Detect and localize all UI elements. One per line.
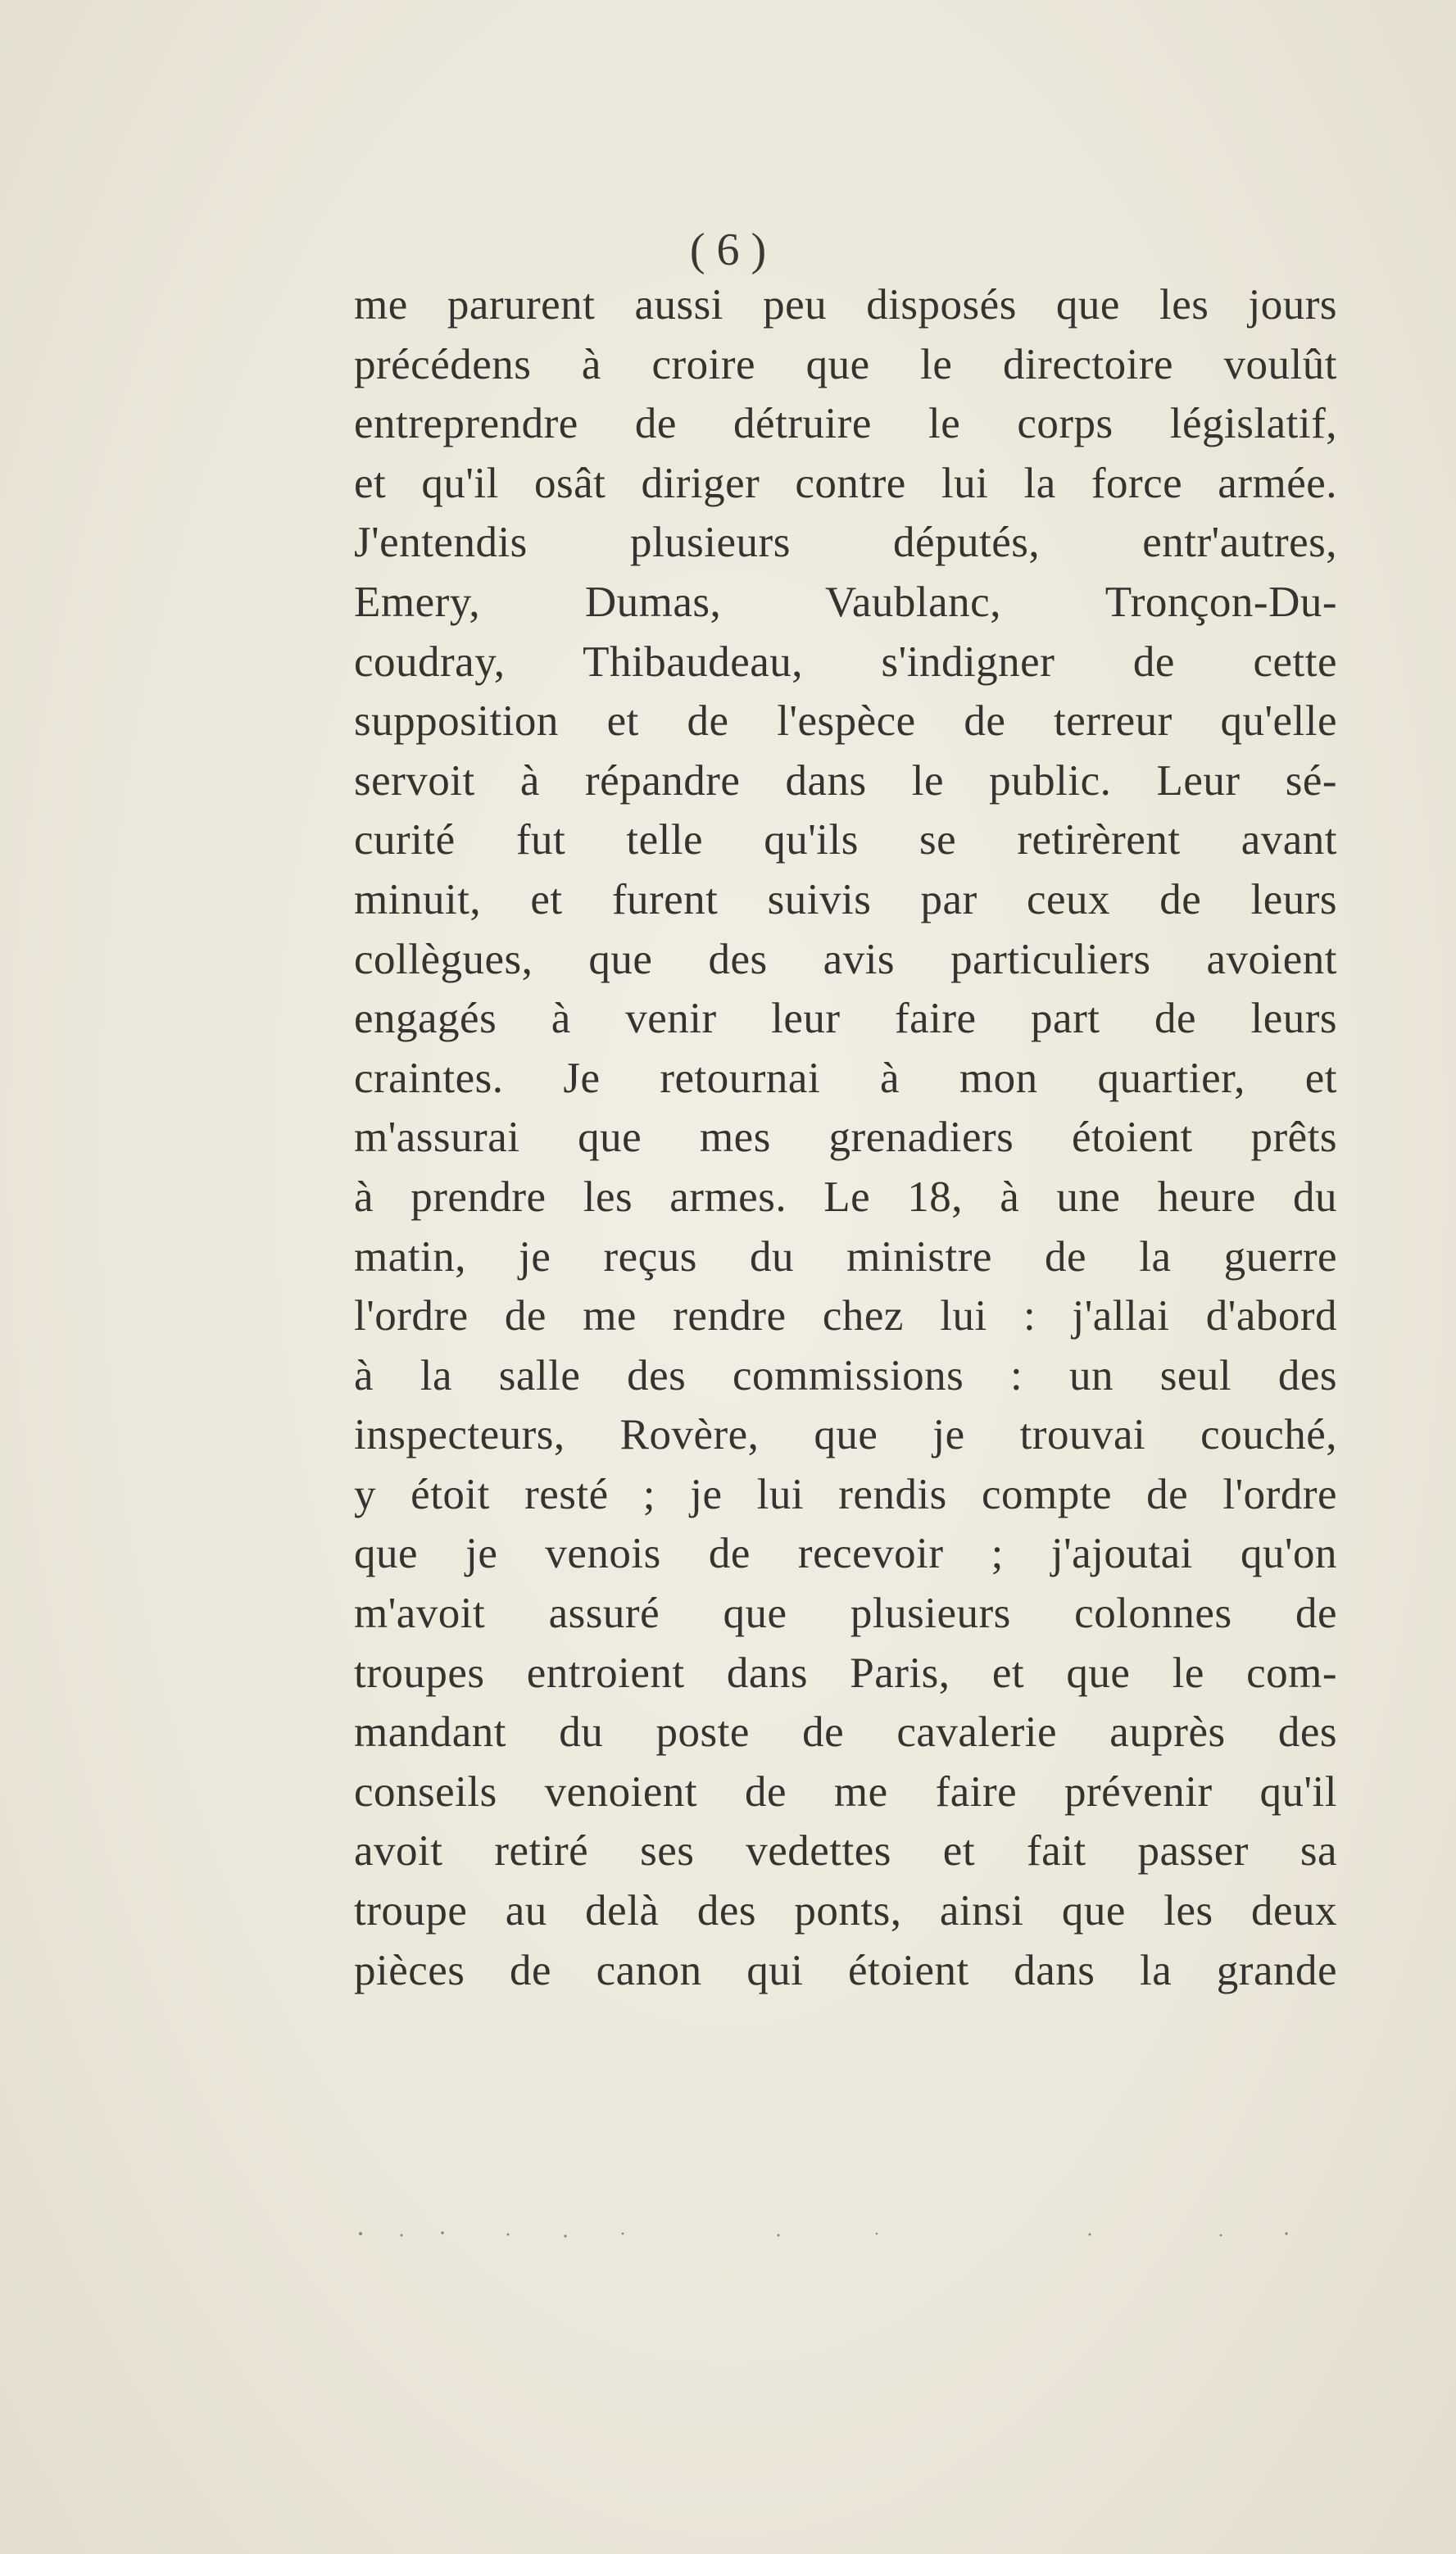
ink-speck [359, 2232, 362, 2235]
text-line: m'assurai que mes grenadiers étoient prêts [354, 1114, 1337, 1162]
text-line: engagés à venir leur faire part de leurs [354, 995, 1337, 1043]
text-line: matin, je reçus du ministre de la guerre [354, 1232, 1337, 1281]
text-line: entreprendre de détruire le corps législatif, [354, 400, 1337, 448]
text-line: troupe au delà des ponts, ainsi que les deux [354, 1887, 1337, 1935]
ink-speck [507, 2234, 510, 2236]
text-line: conseils venoient de me faire prévenir qu'il [354, 1767, 1337, 1816]
text-line: avoit retiré ses vedettes et fait passer sa [354, 1827, 1337, 1876]
text-line: servoit à répandre dans le public. Leur sé- [354, 756, 1337, 805]
text-line: me parurent aussi peu disposés que les jours [354, 281, 1337, 329]
text-line: Emery, Dumas, Vaublanc, Tronçon-Du- [354, 578, 1337, 626]
text-line: inspecteurs, Rovère, que je trouvai couché, [354, 1411, 1337, 1459]
ink-speck [876, 2233, 878, 2235]
ink-speck [1285, 2232, 1287, 2234]
ink-speck [441, 2231, 444, 2234]
text-line: que je venois de recevoir ; j'ajoutai qu'on [354, 1530, 1337, 1578]
text-line: coudray, Thibaudeau, s'indigner de cette [354, 637, 1337, 686]
text-line: troupes entroient dans Paris, et que le com- [354, 1649, 1337, 1697]
text-line: m'avoit assuré que plusieurs colonnes de [354, 1590, 1337, 1638]
ink-speck [778, 2234, 780, 2237]
text-line: l'ordre de me rendre chez lui : j'allai d'abord [354, 1292, 1337, 1341]
text-line: et qu'il osât diriger contre lui la force armée. [354, 459, 1337, 507]
body-text [354, 275, 1337, 2000]
text-line: collègues, que des avis particuliers avoient [354, 935, 1337, 983]
ink-speck [401, 2234, 403, 2237]
ink-speck [622, 2233, 624, 2235]
ink-speck [1089, 2234, 1091, 2236]
text-line: y étoit resté ; je lui rendis compte de l'ordre [354, 1470, 1337, 1518]
ink-specks [352, 2227, 1336, 2243]
text-line: curité fut telle qu'ils se retirèrent avant [354, 816, 1337, 864]
ink-speck [1220, 2234, 1222, 2237]
text-line: minuit, et furent suivis par ceux de leurs [354, 875, 1337, 923]
text-line: pièces de canon qui étoient dans la grande [354, 1946, 1337, 1994]
text-line: J'entendis plusieurs députés, entr'autres, [354, 519, 1337, 567]
text-line: craintes. Je retournai à mon quartier, et [354, 1054, 1337, 1102]
text-line: précédens à croire que le directoire voulût [354, 340, 1337, 388]
page-number: ( 6 ) [689, 225, 767, 275]
text-line: mandant du poste de cavalerie auprès des [354, 1708, 1337, 1757]
text-line: à prendre les armes. Le 18, à une heure du [354, 1173, 1337, 1221]
text-line: à la salle des commissions : un seul des [354, 1351, 1337, 1399]
text-line: supposition et de l'espèce de terreur qu'elle [354, 697, 1337, 746]
ink-speck [564, 2234, 566, 2237]
